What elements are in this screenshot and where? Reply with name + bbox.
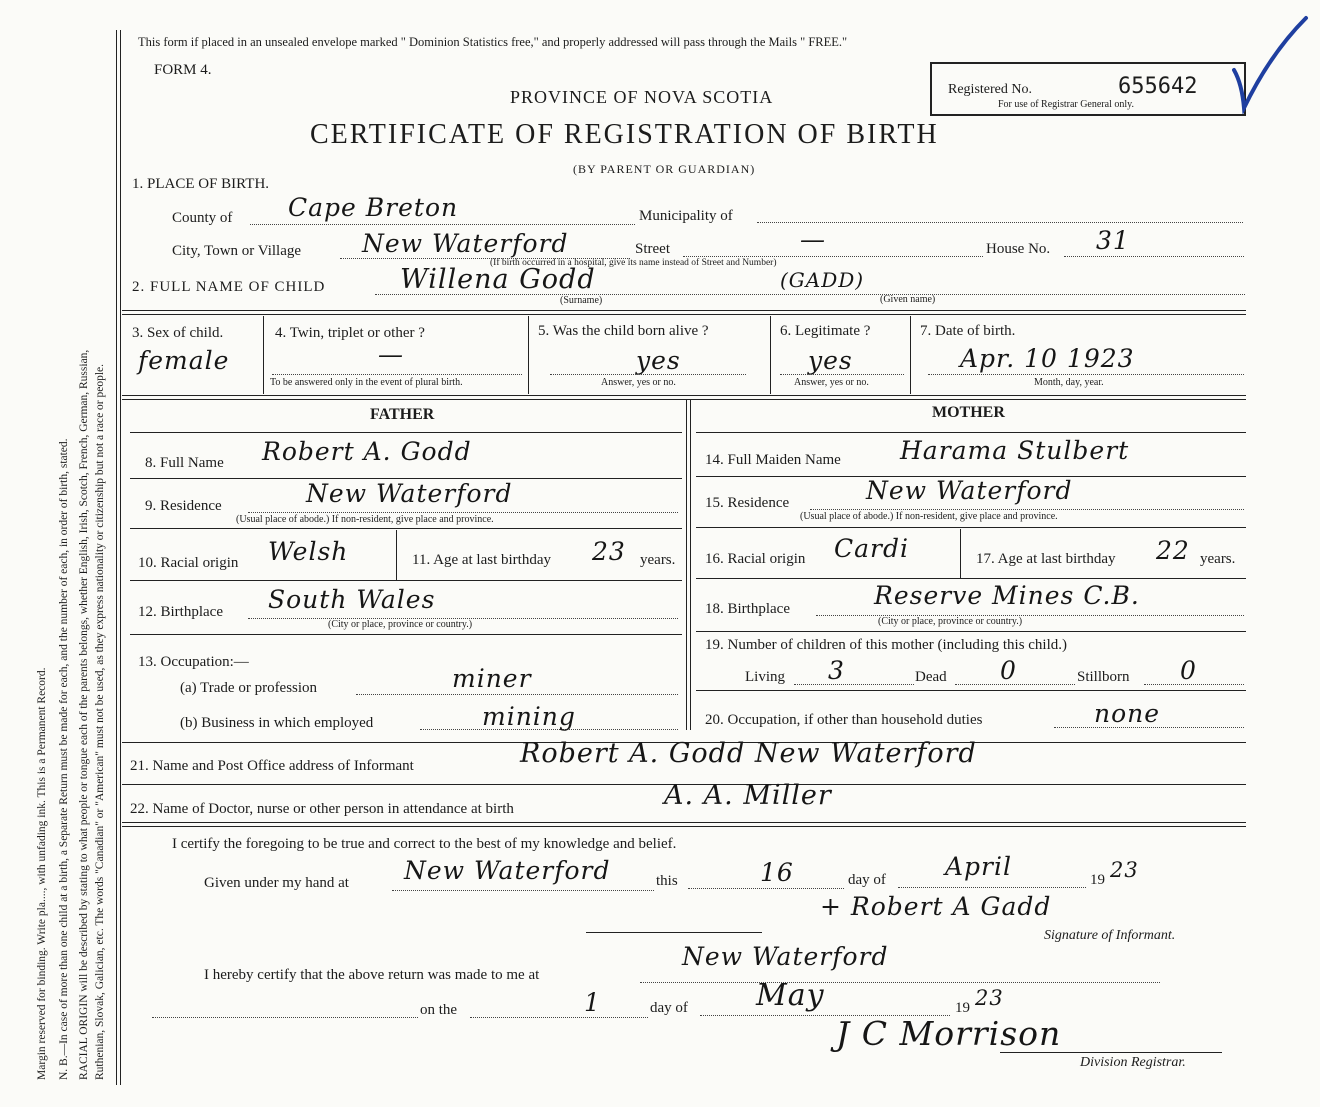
sex-value: female [138, 346, 230, 375]
date-of-birth-line [928, 374, 1244, 375]
registrar-general-note: For use of Registrar General only. [998, 99, 1134, 110]
margin-note-binding: Margin reserved for binding. Write pla...., with unfading ink. This is a Permanent Record. [36, 667, 48, 1080]
date-of-birth-note: Month, day, year. [1034, 377, 1104, 388]
margin-rule-inner [120, 30, 121, 1085]
field-rule [696, 690, 1246, 691]
father-race-label: 10. Racial origin [138, 555, 239, 571]
informant-value: Robert A. Godd New Waterford [520, 738, 977, 769]
column-rule [910, 316, 911, 394]
father-abode-note: (Usual place of abode.) If non-resident, give place and province. [236, 514, 494, 525]
year-value: 23 [1110, 858, 1139, 882]
doctor-value: A. A. Miller [664, 780, 832, 811]
father-residence-line [248, 512, 678, 513]
registered-label: Registered No. [948, 82, 1032, 97]
father-residence-label: 9. Residence [145, 498, 222, 514]
sex-label: 3. Sex of child. [132, 325, 224, 341]
father-business-value: mining [482, 702, 576, 731]
onthe-label: on the [420, 1002, 458, 1018]
stillborn-label: Stillborn [1077, 669, 1130, 685]
field-rule [130, 580, 682, 581]
legitimate-line [780, 374, 904, 375]
mother-name-value: Harama Stulbert [900, 436, 1130, 465]
given-place-value: New Waterford [404, 856, 611, 885]
dayof-label: day of [848, 872, 886, 888]
father-trade-line [356, 694, 678, 695]
child-name-correction: (GADD) [780, 268, 865, 292]
county-line [250, 224, 635, 225]
registered-number: 655642 [1118, 74, 1198, 99]
section-rule [122, 399, 1246, 400]
father-residence-value: New Waterford [306, 479, 513, 508]
certificate-subtitle: (BY PARENT OR GUARDIAN) [573, 162, 756, 176]
stillborn-value: 0 [1180, 656, 1197, 685]
living-line [794, 684, 914, 685]
registrar-signature: J C Morrison [836, 1014, 1062, 1053]
house-number-line [1064, 256, 1244, 257]
father-city-note: (City or place, province or country.) [328, 619, 473, 630]
mother-abode-note: (Usual place of abode.) If non-resident, give place and province. [800, 511, 1058, 522]
column-rule [263, 316, 264, 394]
margin-note-multiple-births: N. B.—In case of more than one child at a birth, a Separate Return must be made for each, and the number of each, in order of birth, stated. [58, 438, 70, 1080]
section-rule [122, 314, 1246, 315]
registrar-statement: I hereby certify that the above return was made to me at [204, 967, 540, 983]
field-rule [696, 578, 1246, 579]
reg-day-line [470, 1017, 648, 1018]
house-number-label: House No. [986, 241, 1051, 257]
mother-age-value: 22 [1156, 536, 1190, 565]
mother-residence-label: 15. Residence [705, 495, 790, 511]
doctor-label: 22. Name of Doctor, nurse or other person in attendance at birth [130, 801, 514, 817]
month-line [898, 887, 1086, 888]
province-heading: PROVINCE OF NOVA SCOTIA [510, 87, 774, 107]
born-alive-label: 5. Was the child born alive ? [538, 323, 709, 339]
informant-signature: + Robert A Gadd [820, 892, 1052, 921]
day-line [688, 888, 844, 889]
signature-rule [586, 932, 762, 933]
municipality-label: Municipality of [639, 208, 733, 224]
born-alive-note: Answer, yes or no. [601, 377, 676, 388]
field-rule [696, 631, 1246, 632]
mother-residence-value: New Waterford [866, 476, 1073, 505]
reg-day-value: 1 [584, 988, 601, 1017]
child-name-label: 2. FULL NAME OF CHILD [132, 279, 326, 295]
mother-race-value: Cardi [834, 534, 909, 563]
mother-age-label: 17. Age at last birthday [976, 551, 1116, 567]
certificate-title: CERTIFICATE OF REGISTRATION OF BIRTH [310, 119, 939, 150]
column-rule [686, 400, 687, 730]
mother-birthplace-label: 18. Birthplace [705, 601, 790, 617]
county-label: County of [172, 210, 233, 226]
mother-heading: MOTHER [932, 404, 1005, 421]
year-prefix: 19 [1090, 872, 1105, 888]
street-label: Street [635, 241, 670, 257]
given-place-line [392, 890, 654, 891]
twin-line [272, 374, 522, 375]
form-number: FORM 4. [154, 62, 212, 78]
mailing-notice: This form if placed in an unsealed envelope marked " Dominion Statistics free," and properly addressed will pass through the Mails " FREE." [138, 35, 848, 49]
reg-year-value: 23 [975, 986, 1004, 1010]
section-rule [122, 822, 1246, 823]
born-alive-line [550, 374, 746, 375]
division-registrar-label: Division Registrar. [1080, 1055, 1186, 1070]
section-rule [122, 395, 1246, 396]
legitimate-value: yes [808, 346, 853, 375]
father-name-value: Robert A. Godd [262, 437, 472, 466]
father-trade-value: miner [452, 664, 532, 693]
reg-year-prefix: 19 [955, 1000, 970, 1016]
registrar-signature-rule [1000, 1052, 1222, 1053]
house-number-value: 31 [1096, 226, 1130, 255]
father-age-label: 11. Age at last birthday [412, 552, 551, 568]
father-trade-label: (a) Trade or profession [180, 680, 318, 696]
date-of-birth-label: 7. Date of birth. [920, 323, 1016, 339]
field-rule [696, 527, 1246, 528]
reg-dayof-label: day of [650, 1000, 688, 1016]
twin-value: — [378, 340, 404, 369]
margin-note-racial-origin-cont: Ruthenian, Slovak, Galician, etc. The words "Canadian" or "American" must not be used, as they express nationality or citizenship but not a race or people. [94, 363, 106, 1080]
father-birthplace-label: 12. Birthplace [138, 604, 223, 620]
certify-statement: I certify the foregoing to be true and correct to the best of my knowledge and belief. [172, 836, 677, 852]
father-birthplace-value: South Wales [268, 585, 436, 614]
mother-children-label: 19. Number of children of this mother (including this child.) [705, 637, 1068, 653]
legitimate-note: Answer, yes or no. [794, 377, 869, 388]
this-label: this [656, 873, 678, 889]
section-rule [122, 826, 1246, 827]
check-mark-icon [1230, 14, 1310, 114]
margin-note-racial-origin: RACIAL ORIGIN will be described by stating to what people or tongue each of the parents belongs, whether English, Irish, Scotch, French, German, Russian, [78, 349, 90, 1080]
column-rule [528, 316, 529, 394]
date-of-birth-value: Apr. 10 1923 [960, 344, 1135, 373]
margin-rule [116, 30, 117, 1085]
city-label: City, Town or Village [172, 243, 302, 259]
registrar-place-line [640, 982, 1160, 983]
onthe-line [152, 1017, 418, 1018]
father-age-years: years. [640, 552, 676, 568]
born-alive-value: yes [636, 346, 681, 375]
city-value: New Waterford [362, 229, 569, 258]
mother-occupation-value: none [1094, 699, 1161, 728]
column-rule [770, 316, 771, 394]
mother-city-note: (City or place, province or country.) [878, 616, 1023, 627]
mother-occupation-label: 20. Occupation, if other than household duties [705, 712, 983, 728]
informant-signature-label: Signature of Informant. [1044, 928, 1176, 943]
father-occupation-label: 13. Occupation:— [138, 654, 249, 670]
month-value: April [945, 852, 1012, 881]
field-rule [130, 528, 682, 529]
column-rule [690, 400, 691, 730]
registrar-place-value: New Waterford [682, 942, 889, 971]
father-business-label: (b) Business in which employed [180, 715, 374, 731]
mother-race-label: 16. Racial origin [705, 551, 806, 567]
surname-note: (Surname) [560, 295, 603, 306]
day-value: 16 [760, 858, 794, 887]
registration-box [930, 62, 1246, 116]
street-line [683, 256, 983, 257]
legitimate-label: 6. Legitimate ? [780, 323, 871, 339]
municipality-line [757, 222, 1243, 223]
living-label: Living [745, 669, 785, 685]
hospital-note: (If birth occurred in a hospital, give its name instead of Street and Number) [490, 258, 777, 268]
place-of-birth-heading: 1. PLACE OF BIRTH. [132, 176, 270, 192]
dead-label: Dead [915, 669, 947, 685]
section-rule [122, 310, 1246, 311]
mother-name-label: 14. Full Maiden Name [705, 452, 841, 468]
reg-month-value: May [756, 978, 825, 1013]
living-value: 3 [828, 656, 845, 685]
father-age-value: 23 [592, 537, 626, 566]
informant-label: 21. Name and Post Office address of Informant [130, 758, 414, 774]
given-name-note: (Given name) [880, 294, 936, 305]
father-heading: FATHER [370, 406, 435, 423]
column-rule [396, 530, 397, 580]
child-name-value: Willena Godd [400, 264, 596, 295]
section-rule [696, 432, 1246, 433]
dead-value: 0 [1000, 656, 1017, 685]
street-value: — [800, 225, 826, 254]
column-rule [960, 529, 961, 579]
father-race-value: Welsh [268, 537, 349, 566]
given-under-label: Given under my hand at [204, 875, 349, 891]
section-rule [130, 432, 682, 433]
mother-age-years: years. [1200, 551, 1236, 567]
county-value: Cape Breton [288, 193, 459, 222]
twin-note: To be answered only in the event of plural birth. [270, 377, 463, 388]
father-name-label: 8. Full Name [145, 455, 224, 471]
twin-label: 4. Twin, triplet or other ? [275, 325, 425, 341]
mother-residence-line [810, 509, 1244, 510]
mother-birthplace-value: Reserve Mines C.B. [874, 581, 1140, 610]
field-rule [130, 634, 682, 635]
